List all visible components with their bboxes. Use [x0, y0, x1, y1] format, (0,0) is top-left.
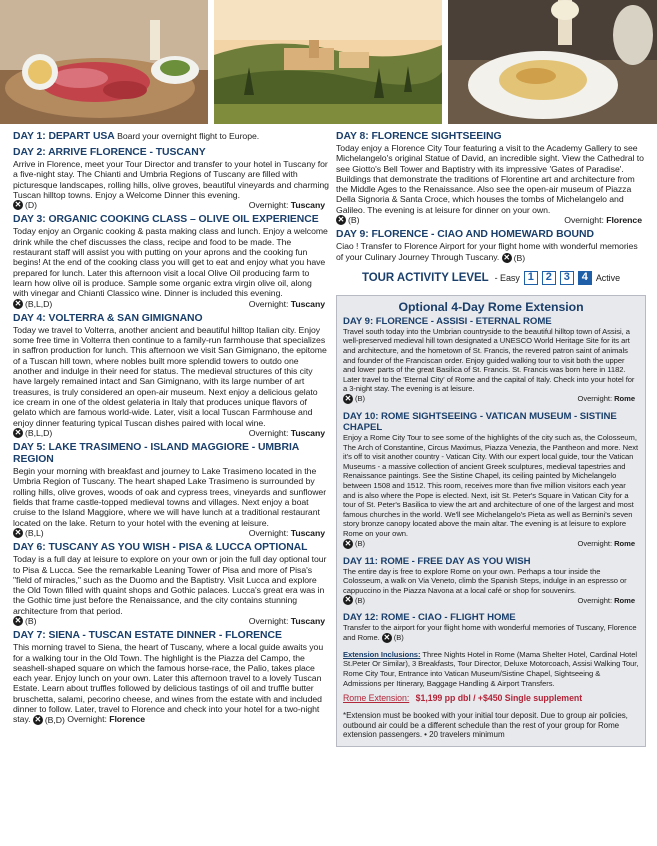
meal-icon: ✕	[14, 528, 22, 538]
activity-level-1: 1	[524, 271, 538, 285]
day-description: Today enjoy an Organic cooking & pasta making class and lunch. Enjoy a welcome drink while the chef discusses the class, recipe and food to be made. The restaurant staff will assist you with putting on your aprons and the cooking fun begins! At the end of the cooking class you will get to eat and enjoy what you have prepared for lunch. Later this afternoon visit a local Olive Oil producing farm to learn how olive oil is produce. Sample some organic extra virgin olive oil, along with vinegar and Chianti Classico wine. Dinner is included this evening.	[13, 226, 328, 299]
meals: (B,L)	[25, 527, 44, 538]
day-title: DAY 1: DEPART USA	[13, 131, 115, 142]
tuscan-hilltop-village-photo	[214, 0, 442, 124]
itinerary-right-column	[336, 131, 646, 747]
day-title: DAY 12: ROME - CIAO - FLIGHT HOME	[343, 612, 516, 624]
charcuterie-board-photo	[0, 0, 208, 124]
meal-line	[343, 394, 639, 404]
day-title: DAY 3: ORGANIC COOKING CLASS – OLIVE OIL EXPERIENCE	[13, 214, 319, 226]
day-description: This morning travel to Siena, the heart of Tuscany, where a local guide awaits you for a walking tour in the Old Town. The highlight is the Piazza del Campo, the seashell-shaped square on which the famous horse-race, the Palio, takes place each year. Enjoy lunch on your own. Later this afternoon travel to a lovely Tuscan Estate. Learn about truffles followed by delicious tastings of oil and truffle butter bruschetta, salami, pecorino cheese, and wines from the estate with and included dinner to follow. Later, travel to Florence and check into your hotel for a two-night stay.	[13, 642, 324, 725]
price-value: $1,199 pp dbl / +$450 Single supplement	[415, 693, 583, 704]
meals: (B)	[355, 538, 365, 548]
overnight-location: Rome	[614, 538, 635, 548]
overnight-location: Tuscany	[290, 200, 325, 211]
meal-line	[13, 428, 329, 438]
day-description: Begin your morning with breakfast and journey to Lake Trasimeno located in the Umbria Region of Tuscany. The heart shaped Lake Trasimeno is surrounded by rolling hills, olive groves, woods of oak and cypress trees, vineyards and sunflower fields that frame castle-topped medieval towns and villages. Next enjoy a boat cruise to the Island Maggiore, where we will have lunch at a traditional restaurant located on the lake. Return to your hotel with the evening at leisure.	[13, 466, 327, 528]
day-description: The entire day is free to explore Rome on your own. Perhaps a tour inside the Colosseum, a walk on Via Veneto, climb the Spanish Steps, indulge in an espresso or cappuccino in the Piazza Navona at a local café or shop for souvenirs.	[343, 566, 627, 595]
meal-icon: ✕	[14, 427, 22, 437]
overnight-label: Overnight:	[248, 427, 289, 438]
rome-extension-title: Optional 4-Day Rome Extension	[398, 299, 584, 314]
itinerary-left-column	[13, 131, 329, 730]
activity-easy-label: - Easy	[494, 272, 520, 283]
rome-day-10	[343, 411, 639, 549]
day-description: Transfer to the airport for your flight home with wonderful memories of Tuscany, Florence and Rome.	[343, 623, 637, 642]
meal-line	[343, 595, 639, 605]
rome-extension-box	[336, 295, 646, 747]
meal-icon: ✕	[14, 200, 22, 210]
inclusions-text: Three Nights Hotel in Rome (Mama Shelter Hotel, Cardinal Hotel St.Peter Or Similar), 3 Breakfasts, Tour Director, Deluxe Motorcoach, Assisi Walking Tour, Rome City Tour, Entrance into Vatican Museum/Sistine Chapel, Sightseeing & Admissions per Itinerary, Baggage Handling & Airport Transfers.	[343, 649, 639, 688]
meal-icon: ✕	[14, 616, 22, 626]
meal-line	[13, 299, 329, 309]
day-title: DAY 9: FLORENCE - ASSISI - ETERNAL ROME	[343, 315, 552, 327]
meal-line	[13, 528, 329, 538]
activity-level-3: 3	[560, 271, 574, 285]
day-7	[13, 630, 329, 725]
day-5	[13, 442, 329, 538]
overnight-label: Overnight:	[577, 538, 613, 548]
rome-day-12	[343, 612, 639, 643]
meals: (B)	[25, 615, 37, 626]
overnight-label: Overnight:	[248, 615, 289, 626]
activity-level-2: 2	[542, 271, 556, 285]
day-description: Arrive in Florence, meet your Tour Director and transfer to your hotel in Tuscany for a five-night stay. The Chianti and Umbria Regions of Tuscany are filled with picturesque landscapes, rolling hills, olive groves, beautiful vineyards and charming Tuscan hilltop towns. Enjoy a Welcome Dinner this evening.	[13, 159, 329, 200]
extension-price	[343, 694, 639, 704]
meal-icon: ✕	[337, 215, 345, 225]
meal-icon: ✕	[503, 252, 510, 262]
overnight-location: Tuscany	[290, 527, 325, 538]
tour-activity-level	[336, 271, 646, 285]
day-description: Ciao ! Transfer to Florence Airport for your flight home with wonderful memories of your Culinary Journey Through Tuscany.	[336, 241, 638, 262]
rome-day-9	[343, 316, 639, 404]
overnight-location: Tuscany	[290, 615, 325, 626]
day-3	[13, 214, 329, 308]
day-8	[336, 131, 646, 225]
day-title: DAY 7: SIENA - TUSCAN ESTATE DINNER - FLORENCE	[13, 630, 282, 642]
meals: (B)	[355, 595, 365, 605]
meal-line	[13, 200, 329, 210]
day-title: DAY 6: TUSCANY AS YOU WISH - PISA & LUCCA OPTIONAL	[13, 542, 308, 554]
day-title: DAY 10: ROME SIGHTSEEING - VATICAN MUSEUM - SISTINE CHAPEL	[343, 410, 617, 433]
day-description: Today enjoy a Florence City Tour featuring a visit to the Academy Gallery to see Michelangelo's original Statue of David, an incredible sight. View the Cathedral to see Giotto's Bell Tower and Baptistry with its impressive 'Gates of Paradise'. Buildings that demonstrate the traditions of Florentine art and architecture from the Middle Ages to the Renaissance. Also see the open-air museum of Piazza Della Signoria & Santa Croce, which houses the tombs of Michelangelo and Galileo. The evening is at leisure for dinner on your own.	[336, 143, 644, 215]
overnight-location: Florence	[109, 714, 145, 725]
day-description: Today is a full day at leisure to explore on your own or join the full day optional tour to Pisa & Lucca. See the remarkable Leaning Tower of Pisa and more of Pisa's "field of miracles," such as the Duomo and the Baptistry. Visit Lucca and explore the Old Town filled with quaint shops and Gothic palaces. Lucca's great era was in the Gothic time just before the Renaissance, and the city contains stunning architecture from that period.	[13, 554, 327, 616]
overnight-label: Overnight:	[564, 215, 604, 226]
meal-icon: ✕	[344, 595, 352, 605]
day-4	[13, 313, 329, 438]
meal-icon: ✕	[34, 715, 42, 725]
overnight-location: Tuscany	[290, 427, 325, 438]
price-label: Rome Extension:	[343, 693, 410, 704]
meal-icon: ✕	[344, 538, 352, 548]
overnight-label: Overnight:	[248, 527, 289, 538]
overnight-label: Overnight:	[577, 394, 613, 404]
extension-note: *Extension must be booked with your initial tour deposit. Due to group air policies, outbound air could be a different schedule than the rest of your group for Rome extension passengers. • 20 travelers minimum	[343, 710, 628, 740]
overnight-location: Rome	[614, 394, 635, 404]
meal-icon: ✕	[14, 298, 22, 308]
overnight-location: Rome	[614, 595, 635, 605]
day-title: DAY 8: FLORENCE SIGHTSEEING	[336, 131, 502, 142]
day-description: Travel south today into the Umbrian countryside to the beautiful hilltop town of Assisi, a well-preserved medieval hill town designated a UNESCO World Heritage Site for its art and architecture, and the hometown of St. Francis, the revered patron saint of animals and founder of the Franciscan order. Enjoy guided walking tour to visit both the upper and lower parts of the great Basilica of St. Francis. St. Francis was born here in 1182. Later travel to the 'Eternal City' of Rome and the capital of Italy. Check into your hotel for a 3-night stay. The evening is at leisure.	[343, 326, 635, 394]
meals: (B)	[513, 252, 526, 263]
overnight-location: Tuscany	[290, 298, 325, 309]
day-1	[13, 131, 329, 143]
activity-active-label: Active	[595, 272, 621, 283]
day-title: DAY 5: LAKE TRASIMENO - ISLAND MAGGIORE - UMBRIA REGION	[13, 442, 299, 466]
overnight-label: Overnight:	[248, 200, 289, 211]
day-title: DAY 4: VOLTERRA & SAN GIMIGNANO	[13, 312, 203, 324]
day-6	[13, 542, 329, 626]
day-description: Enjoy a Rome City Tour to see some of the highlights of the city such as, the Colosseum, The Arch of Constantine, Circus Maximus, Piazza Venezia, the Pantheon and more. Next it's off to visit another country - Vatican City. With our expert local guide, tour the Vatican Museums - a massive collection of ancient Greek sculptures, medieval tapestries and Renaissance paintings. See the Sistine Chapel, its ceiling painted by Michelangelo between 1508 and 1512. This room, receives more than five million visitors each year and is also where the Pope is elected. Next, isit St. Peter's Square in Vatican City for a tour of St. Peter's Basilica to view the art and architecture of one of the largest and most famous churches in the world. We'll see Michelangelo's Pieta as well as Bernini's seven story bronze canopy located above the main altar. The evening is at leisure to explore Rome on your own.	[343, 432, 639, 538]
overnight-location: Florence	[606, 215, 642, 226]
overnight-label: Overnight:	[67, 714, 107, 725]
overnight-label: Overnight:	[248, 298, 289, 309]
day-title: DAY 9: FLORENCE - CIAO AND HOMEWARD BOUND	[336, 229, 594, 241]
rome-day-11	[343, 556, 639, 606]
meals: (B,L,D)	[25, 298, 53, 309]
meals: (D)	[25, 200, 37, 211]
overnight-label: Overnight:	[577, 595, 613, 605]
day-description: Board your overnight flight to Europe.	[117, 131, 260, 141]
activity-title: TOUR ACTIVITY LEVEL	[361, 271, 489, 284]
day-9	[336, 229, 646, 262]
day-title: DAY 2: ARRIVE FLORENCE - TUSCANY	[13, 147, 206, 158]
meal-icon: ✕	[344, 393, 352, 403]
meals: (B,L,D)	[25, 427, 53, 438]
meal-icon: ✕	[383, 632, 391, 642]
meals: (B)	[348, 215, 360, 226]
extension-inclusions	[343, 650, 639, 688]
meal-line	[13, 616, 329, 626]
meal-line	[336, 215, 646, 225]
meal-line	[343, 539, 639, 549]
meals: (B)	[355, 394, 365, 404]
day-description: Today we travel to Volterra, another ancient and beautiful hilltop Italian city. Enjoy some free time in Volterra then continue to a family-run farmhouse that specializes in saffron production for lunch. This afternoon we visit San Gimignano, the epitome of a Tuscan hill town, where nobles built more splendid towers to outdo one another and indulge in their need for status. The medieval structures of this city have largely remained intact and San Gimignano, with its large number of art treasures, is truly considered an open-air museum. Next enjoy a delicious gelato ice cream in one of the oldest gelateria in Italy that produces unique flavors of gelato which are famous world-wide. Later, visit a local Tuscan Farmhouse and enjoy dinner featuring typical Tuscan dishes paired with local wine.	[13, 324, 327, 428]
meals: (B,D)	[44, 715, 65, 726]
activity-level-4: 4	[578, 271, 592, 285]
day-title: DAY 11: ROME - FREE DAY AS YOU WISH	[343, 555, 531, 567]
meals: (B)	[393, 633, 404, 643]
inclusions-label: Extension Inclusions:	[343, 649, 421, 659]
pasta-dish-photo	[448, 0, 657, 124]
day-2	[13, 147, 329, 210]
